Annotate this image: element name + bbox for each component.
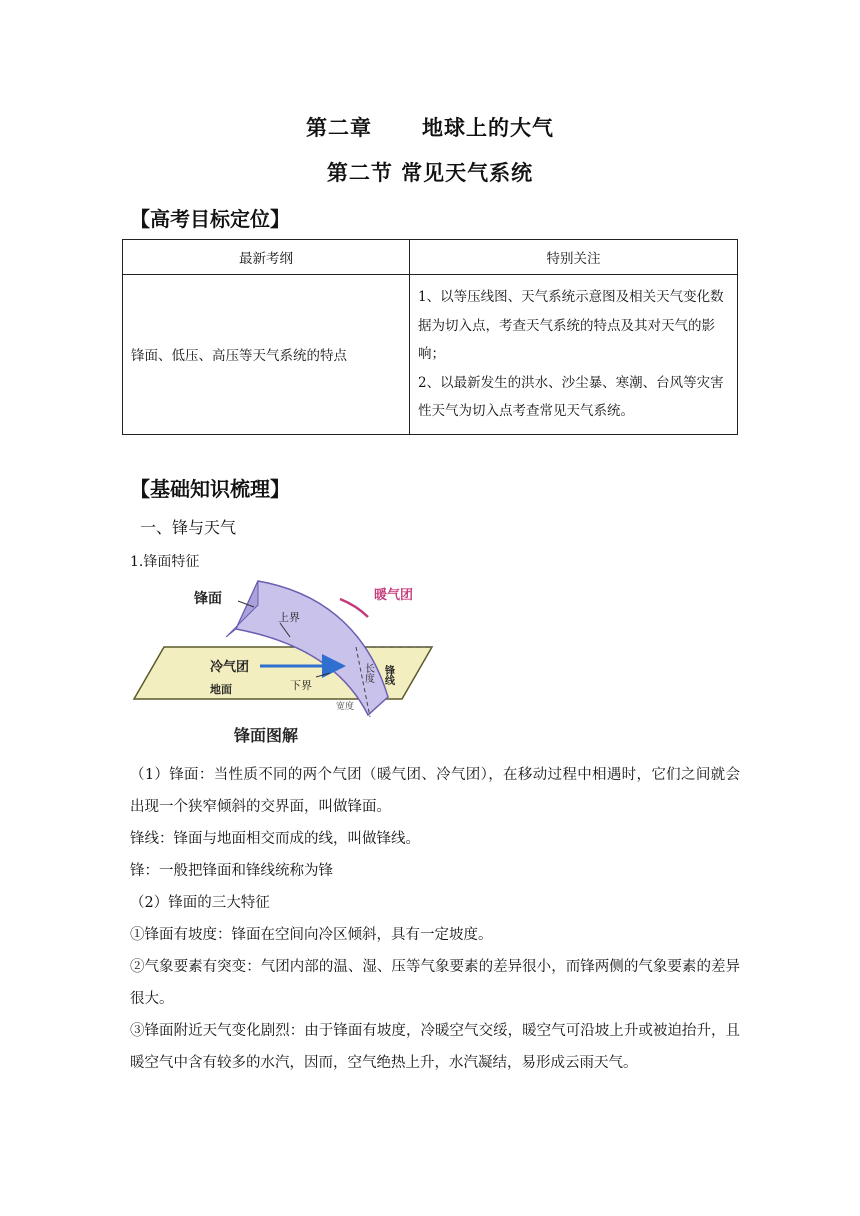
- objectives-heading: 【高考目标定位】: [130, 207, 290, 231]
- table-row: [123, 275, 738, 435]
- focus-cell: [410, 275, 738, 435]
- paragraph: ②气象要素有突变：气团内部的温、湿、压等气象要素的差异很小，而锋两侧的气象要素的差异很大。: [130, 959, 740, 1007]
- label-lower-bound: 下界: [290, 679, 312, 692]
- label-upper-bound: 上界: [278, 611, 300, 624]
- label-front-surface: 锋面: [194, 591, 222, 607]
- basics-heading: 【基础知识梳理】: [130, 477, 290, 501]
- paragraph: ③锋面附近天气变化剧烈：由于锋面有坡度，冷暖空气交绥，暖空气可沿坡上升或被迫抬升，且暖空气中含有较多的水汽，因而，空气绝热上升，水汽凝结，易形成云雨天气。: [130, 1023, 740, 1071]
- column-header-focus: 特别关注: [410, 240, 738, 275]
- paragraph: 锋：一般把锋面和锋线统称为锋: [130, 863, 333, 879]
- diagram-caption: 锋面图解: [234, 726, 299, 745]
- focus-item-1: 1、以等压线图、天气系统示意图及相关天气变化数据为切入点，考查天气系统的特点及其对天气的影响；: [418, 289, 724, 362]
- paragraph: 锋线：锋面与地面相交而成的线，叫做锋线。: [130, 831, 420, 847]
- focus-item-2: 2、以最新发生的洪水、沙尘暴、寒潮、台风等灾害性天气为切入点考查常见天气系统。: [418, 374, 724, 419]
- front-diagram-svg: [130, 577, 468, 752]
- column-header-syllabus: 最新考纲: [123, 240, 410, 275]
- label-length: 长度: [362, 663, 374, 683]
- table-header-row: [123, 240, 738, 275]
- paragraph: ①锋面有坡度：锋面在空间向冷区倾斜，具有一定坡度。: [130, 927, 493, 943]
- section-title: 第二节 常见天气系统: [326, 161, 534, 185]
- chapter-title: [0, 112, 860, 142]
- item-heading: 1.锋面特征: [130, 554, 200, 570]
- syllabus-cell: 锋面、低压、高压等天气系统的特点: [123, 275, 410, 435]
- label-ground: 地面: [210, 683, 232, 696]
- warm-air-arc: [340, 599, 368, 617]
- front-diagram: [130, 577, 468, 752]
- objectives-table: [122, 239, 738, 435]
- chapter-number: 第二章: [306, 116, 372, 140]
- label-width: 宽度: [336, 702, 355, 712]
- chapter-name: 地球上的大气: [422, 116, 554, 140]
- paragraph: （2）锋面的三大特征: [130, 895, 270, 911]
- sub-heading: 一、锋与天气: [140, 518, 237, 537]
- label-warm-air: 暖气团: [374, 588, 414, 603]
- label-front-line: 锋线: [382, 665, 394, 685]
- label-cold-air: 冷气团: [210, 660, 250, 675]
- paragraph: （1）锋面：当性质不同的两个气团（暖气团、冷气团），在移动过程中相遇时，它们之间就会出现一个狭窄倾斜的交界面，叫做锋面。: [130, 767, 740, 815]
- body-text: [130, 759, 740, 1079]
